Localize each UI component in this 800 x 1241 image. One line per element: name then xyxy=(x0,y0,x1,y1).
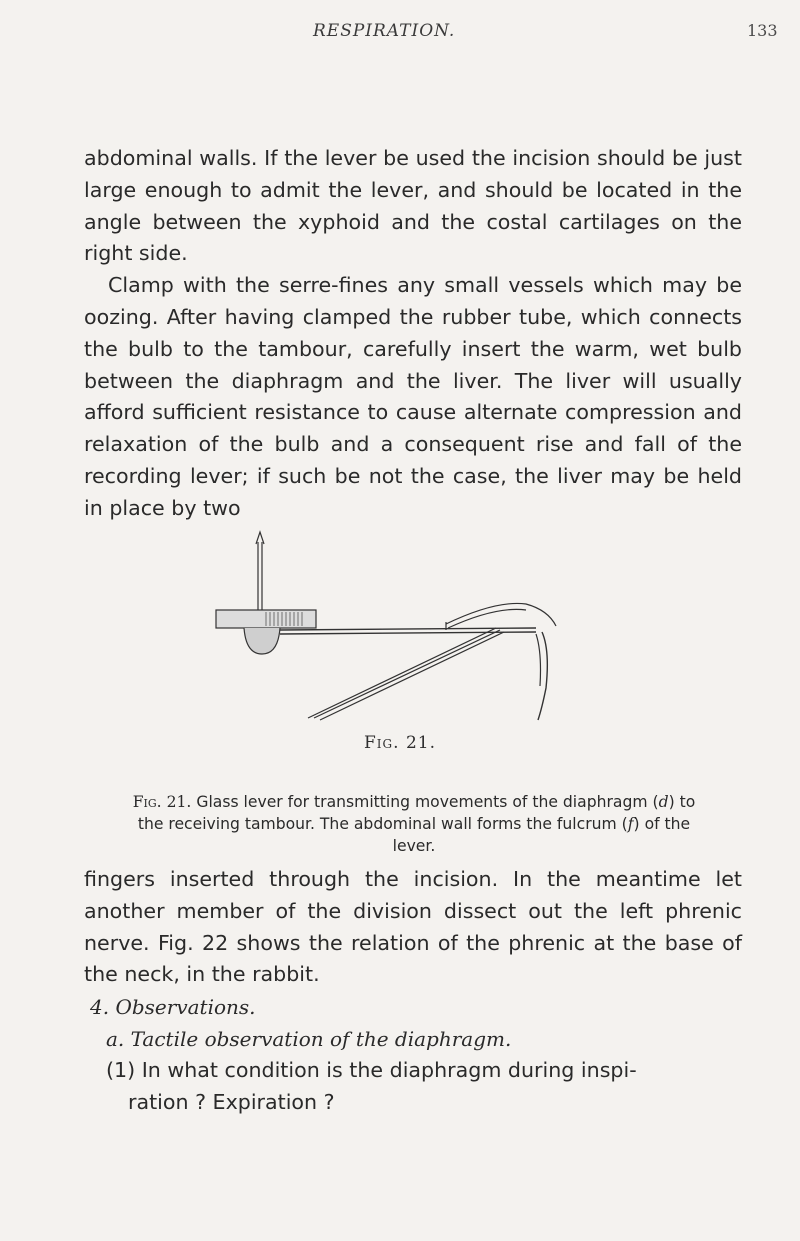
glass-lever-figure xyxy=(196,530,566,730)
subsection-letter: a. xyxy=(106,1027,125,1051)
stem-tip xyxy=(256,532,264,544)
page-header xyxy=(0,21,800,45)
lever-diagonal xyxy=(308,628,504,720)
caption-d: d xyxy=(658,793,669,811)
caption-lead: Fig. 21. xyxy=(132,793,192,811)
lever-end-bulb xyxy=(538,632,547,720)
tambour-bulb xyxy=(244,628,280,654)
body-text-upper xyxy=(84,143,742,525)
caption-text-1: Glass lever for transmitting movements of the diaphragm ( xyxy=(196,793,659,811)
paragraph-clamp: Clamp with the serre-fines any small vessels which may be oozing. After having clamped the rubber tube, which connects the bulb to the tambour, carefully insert the warm, wet bulb between the diaphragm and the liver. The liver will usually afford sufficient resistance to cause alternate compression and relaxation of the bulb and a consequent rise and fall of the recording lever; if such be not the case, the liver may be held in place by two xyxy=(84,273,742,520)
figure-label: Fig. 21. xyxy=(364,733,436,753)
caption-text-2: ) to the receiving tambour. The abdominal wall forms the fulcrum ( xyxy=(137,793,696,833)
body-text-lower xyxy=(84,864,742,991)
question-item xyxy=(106,1055,746,1119)
paragraph-fingers: fingers inserted through the incision. In the meantime let another member of the division dissect out the left phrenic nerve. Fig. 22 shows the relation of the phrenic at the base of the neck, in the rabbit. xyxy=(84,867,742,987)
running-head: RESPIRATION. xyxy=(313,21,456,41)
section-number: 4. xyxy=(90,995,110,1019)
subsection-title: Tactile observation of the diaphragm. xyxy=(130,1027,512,1051)
subsection-heading xyxy=(106,1024,766,1056)
paragraph-continued: abdominal walls. If the lever be used the incision should be just large enough to admit the lever, and should be located in the angle between the xyphoid and the costal cartilages on the right side. xyxy=(84,146,742,266)
figure-caption xyxy=(124,792,704,857)
question-text-continued: ration ? Expiration ? xyxy=(128,1089,335,1114)
section-title: Observations. xyxy=(115,995,256,1019)
question-text: In what condition is the diaphragm during inspi- xyxy=(141,1058,637,1082)
lever-upper-curve xyxy=(446,603,556,626)
page-number: 133 xyxy=(747,21,778,40)
question-number: (1) xyxy=(106,1058,136,1082)
caption-f: f xyxy=(627,814,634,833)
caption-text-3: ) of the lever. xyxy=(392,814,691,855)
section-heading xyxy=(90,992,750,1024)
